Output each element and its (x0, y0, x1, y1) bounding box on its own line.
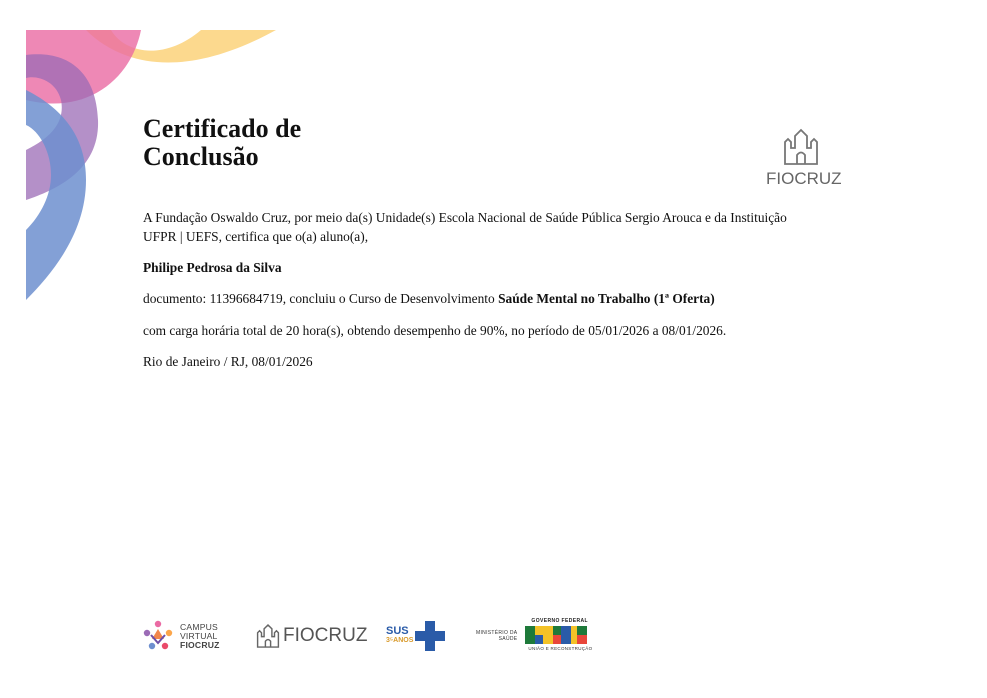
sus-years: 3⁵ANOS (386, 637, 414, 644)
footer-logos (141, 616, 661, 656)
castle-icon (781, 128, 821, 166)
fiocruz-footer-logo (255, 616, 367, 656)
ministry-line-2: SAÚDE (498, 636, 518, 642)
title-line-1: Certificado de (143, 114, 302, 143)
course-name: Saúde Mental no Trabalho (1ª Oferta) (498, 291, 715, 306)
workload-paragraph: com carga horária total de 20 hora(s), obtendo desempenho de 90%, no período de 05/01/2026 a 08/01/2026. (143, 323, 727, 338)
campus-virtual-logo (141, 616, 220, 656)
brasil-wordmark (523, 616, 595, 656)
fiocruz-footer-text: FIOCRUZ (283, 625, 368, 646)
gov-label: GOVERNO FEDERAL (531, 618, 588, 624)
cross-icon (413, 619, 447, 653)
student-name: Philipe Pedrosa da Silva (143, 260, 282, 275)
sus-text: SUS (386, 625, 409, 637)
ministry-line-1: MINISTÉRIO DA (476, 630, 518, 636)
governo-federal-logo (476, 616, 595, 656)
gov-slogan: UNIÃO E RECONSTRUÇÃO (528, 646, 593, 651)
campus-line-1: CAMPUS (180, 621, 218, 632)
certificate-title (143, 115, 301, 171)
place-date: Rio de Janeiro / RJ, 08/01/2026 (143, 354, 313, 369)
campus-virtual-icon (141, 619, 175, 653)
certificate-body (143, 208, 823, 371)
document-paragraph (143, 289, 823, 308)
document-text: documento: 11396684719, concluiu o Curso de Desenvolvimento (143, 291, 499, 306)
certificate-page (26, 30, 964, 670)
fiocruz-logo-text: FIOCRUZ (766, 169, 842, 188)
fiocruz-logo (766, 128, 842, 189)
castle-icon (255, 622, 281, 650)
intro-paragraph: A Fundação Oswaldo Cruz, por meio da(s) Unidade(s) Escola Nacional de Saúde Pública Sergio Arouca e da Instituição UFPR | UEFS, certifica que o(a) aluno(a), (143, 210, 787, 244)
campus-line-3: FIOCRUZ (180, 639, 220, 650)
sus-logo (386, 616, 447, 656)
title-line-2: Conclusão (143, 142, 259, 171)
campus-line-2: VIRTUAL (180, 630, 218, 641)
